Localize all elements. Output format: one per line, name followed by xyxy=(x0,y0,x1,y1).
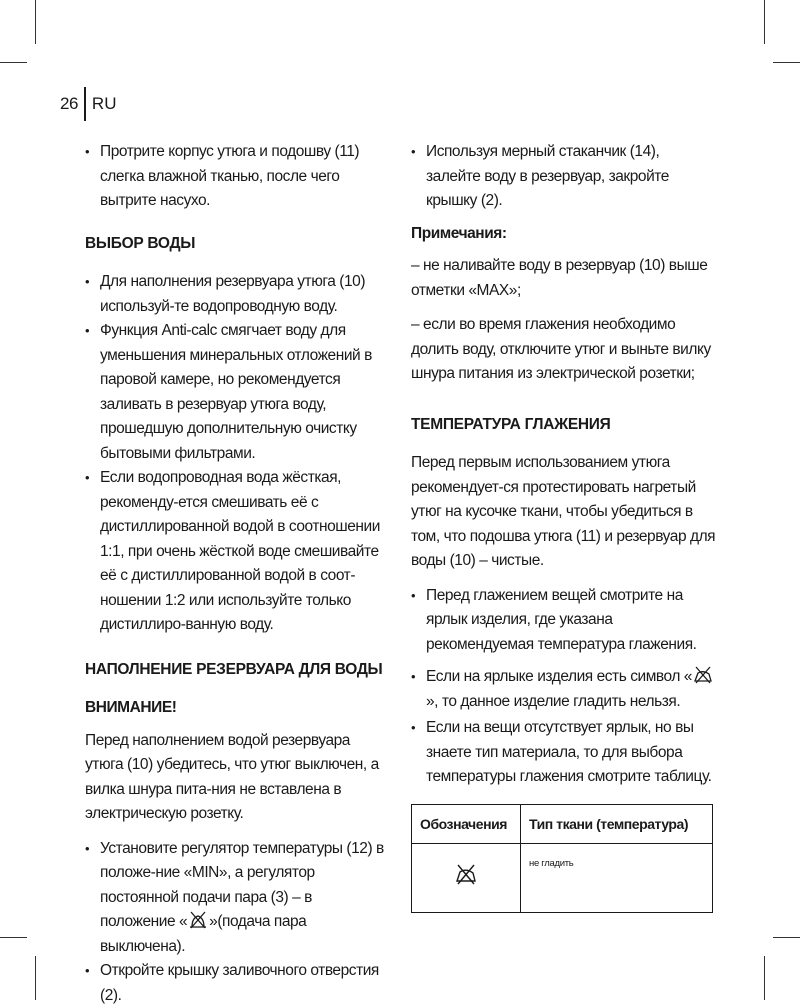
language-code: RU xyxy=(92,94,117,114)
table-header-row xyxy=(412,804,713,844)
table-cell-text: не гладить xyxy=(521,844,713,913)
section-heading-ironing-temperature: ТЕМПЕРАТУРА ГЛАЖЕНИЯ xyxy=(411,413,716,438)
crop-mark xyxy=(773,62,800,63)
table-header-cell: Тип ткани (температура) xyxy=(521,804,713,844)
list-item xyxy=(85,837,385,960)
tank-filling-bullets xyxy=(85,837,385,1008)
note-item: – если во время глажения необходимо долить воду, отключите утюг и выньте вилку шнура питания из электрической розетки; xyxy=(411,313,716,387)
section-heading-tank-filling: НАПОЛНЕНИЕ РЕЗЕРВУАРА ДЛЯ ВОДЫ xyxy=(85,658,385,683)
page-number: 26 xyxy=(60,94,78,114)
list-item: • Функция Anti-calc смягчает воду для уменьшения минеральных отложений в паровой камере, но рекомендуется заливать в резервуар утюга воду, прошедшую дополнительную очистку бытовыми фильтрами. xyxy=(85,319,385,466)
no-ironing-icon xyxy=(453,862,479,886)
intro-bullets xyxy=(85,140,385,214)
no-ironing-icon xyxy=(692,665,714,685)
warning-heading: ВНИМАНИЕ! xyxy=(85,696,385,721)
crop-mark xyxy=(764,0,765,44)
list-item: • Перед глажением вещей смотрите на ярлык изделия, где указана рекомендуемая температура глажения. xyxy=(411,584,716,658)
left-column xyxy=(85,140,385,1008)
right-column xyxy=(411,140,716,913)
tank-filling-paragraph: Перед наполнением водой резервуара утюга (10) убедитесь, что утюг выключен, а вилка шнура пита-ния не вставлена в электрическую розетку. xyxy=(85,729,385,827)
list-item: • Для наполнения резервуара утюга (10) используй-те водопроводную воду. xyxy=(85,270,385,319)
ironing-temperature-paragraph: Перед первым использованием утюга рекомендует-ся протестировать нагретый утюг на кусочке ткани, чтобы убедиться в том, что подошва утюга (11) и резервуар для воды (10) – чистые. xyxy=(411,451,716,574)
header-divider xyxy=(84,87,86,121)
list-item-text: Установите регулятор температуры (12) в положе-ние «MIN», а регулятор постоянной подачи пара (3) – в положение « xyxy=(100,840,384,931)
crop-mark xyxy=(0,937,27,938)
list-item: • Если водопроводная вода жёсткая, рекоменду-ется смешивать её с дистиллированной водой в соотношении 1:1, при очень жёсткой воде смешивайте её с дистиллированной водой в соот-ношении 1:2 или используйте только дистиллиро-ванную воду. xyxy=(85,466,385,638)
list-item-text: Если на ярлыке изделия есть символ « xyxy=(426,668,692,685)
water-choice-bullets xyxy=(85,270,385,638)
note-item: – не наливайте воду в резервуар (10) выше отметки «MAX»; xyxy=(411,254,716,303)
notes-heading: Примечания: xyxy=(411,222,716,247)
list-item: • Откройте крышку заливочного отверстия (2). xyxy=(85,959,385,1008)
table-row xyxy=(412,844,713,913)
list-item-text: »(подача пара выключена). xyxy=(100,913,306,955)
list-item-text: », то данное изделие гладить нельзя. xyxy=(426,693,680,710)
crop-mark xyxy=(0,62,27,63)
ironing-temperature-bullets xyxy=(411,584,716,790)
list-item xyxy=(411,665,716,714)
crop-mark xyxy=(764,956,765,1000)
table-cell-symbol xyxy=(412,844,521,913)
top-bullets xyxy=(411,140,716,214)
crop-mark xyxy=(35,956,36,1000)
list-item: • Если на вещи отсутствует ярлык, но вы знаете тип материала, то для выбора температуры глажения смотрите таблицу. xyxy=(411,716,716,790)
page-header xyxy=(60,88,116,120)
list-item: • Протрите корпус утюга и подошву (11) слегка влажной тканью, после чего вытрите насухо. xyxy=(85,140,385,214)
steam-off-icon xyxy=(187,910,209,930)
ironing-symbols-table xyxy=(411,804,713,914)
list-item: • Используя мерный стаканчик (14), залейте воду в резервуар, закройте крышку (2). xyxy=(411,140,716,214)
table-header-cell: Обозначения xyxy=(412,804,521,844)
crop-mark xyxy=(35,0,36,44)
crop-mark xyxy=(773,937,800,938)
section-heading-water-choice: ВЫБОР ВОДЫ xyxy=(85,232,385,257)
